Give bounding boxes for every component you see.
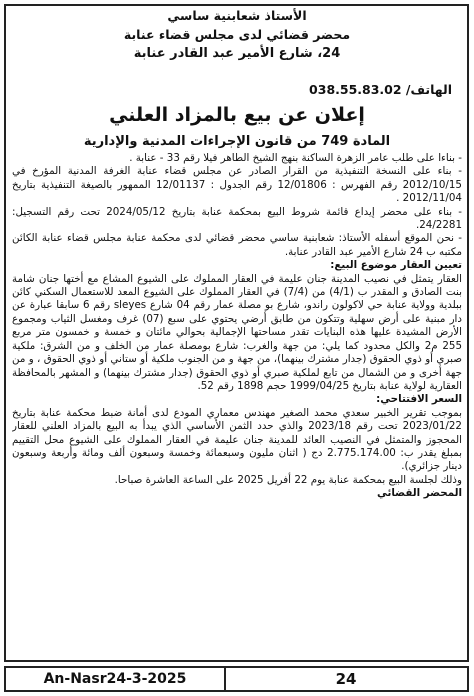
heading-price: السعر الافتتاحي:: [376, 393, 462, 406]
bailiff-header: [10, 6, 464, 63]
bailiff-name: الأستاذ شعابنية ساسي: [167, 8, 307, 23]
paragraph-judgment: - بناء على النسخة التنفيذية من القرار الصادر عن مجلس قضاء عنابة الغرفة المدنية المؤرخ في 2012/10/15 رقم الفهرس : 12/01806 رقم الجدول : 12/01137 الممهور بالصيغة التنفيذية بتاريخ 2012/11/04 .: [12, 165, 462, 205]
page-number: 24: [335, 670, 357, 688]
signature-line: المحضر القضائي: [377, 487, 462, 500]
newspaper-date: An-Nasr24-3-2025: [6, 668, 226, 690]
paragraph-conditions: - بناء على محضر إيداع قائمة شروط البيع بمحكمة عنابة بتاريخ 2024/05/12 تحت رقم التسجيل: 24/2281.: [12, 205, 462, 232]
notice-title: إعلان عن بيع بالمزاد العلني: [109, 104, 365, 126]
page-footer: [4, 666, 469, 692]
notice-body: [12, 152, 462, 657]
paragraph-price: بموجب تقرير الخبير سعدي محمد الصغير مهندس معماري المودع لدى أمانة ضبط محكمة عنابة بتاريخ 2023/01/22 تحت رقم 2023/18 والذي حدد الثمن الأساسي الذي يبدأ به البيع بالمزاد العلني للعقار المحجوز والمتمثل في النصيب العائد للمدينة جنان عليمة في العقار المملوك على الشيوع محل التقييم بمبلغ يقدر ب: 2.775.174.00 دج ( اثنان مليون وسبعمائة وخمسة وسبعون ألف ومائة وأربعة وسبعون دينار جزائري).: [12, 406, 462, 473]
heading-property: تعيين العقار موضوع البيع:: [330, 259, 462, 272]
paragraph-request: - بناءا على طلب عامر الزهرة الساكنة بنهج الشيخ الطاهر فيلا رقم 33 - عنابة .: [129, 152, 462, 164]
bailiff-address: 24، شارع الأمير عبد القادر عنابة: [133, 46, 341, 61]
bailiff-phone: الهاتف/ 038.55.83.02: [309, 82, 452, 97]
paragraph-signatory: - نحن الموقع أسفله الأستاذ: شعابنية ساسي محضر قضائي لدى محكمة عنابة مجلس قضاء عنابة الكائن مكتبه ب 24 شارع الأمير عبد القادر عنابة.: [12, 232, 462, 258]
bailiff-role: محضر قضائي لدى مجلس قضاء عنابة: [123, 27, 351, 42]
paragraph-property: العقار يتمثل في نصيب المدينة جنان عليمة في العقار المملوك على الشيوع المشاع مع أختها جنان شامة بنت الصادق و المقدر ب (4/1) من (7/4) في العقار المملوك على الشيوع المعد للاستعمال السكني كائن ببلدية وولاية عنابة حي لاكولون راندو، شارع بو مصلة عمار رقم 04 شارع sleyes رقم 6 سابقا عبارة عن دار مبنية على أرض سهلية وتتكون من طابق أرضي يحتوي على سبع (07) غرف ومغسل الثياب ومجموع الأرض المشيدة عليها هذه البنايات تقدر مساحتها الإجمالية بحوالي مائتان و خمسة و خمسون متر مربع 255 م2 والكل محدود كما يلي: من جهة والغرب: شارع بومصلة عمار من الخلف و من الشرق: ملكية صبري أو ذوي الحقوق (جدار مشترك بينهما)، من جهة و من الجنوب ملكية أو ستاني أو ذوي الحقوق ، و من جهة أخرى و من الشمال من تابع لملكية صبري أو ذوي الحقوق (جدار مشترك بينهما) و المشهر بالمحافظة العقارية لولاية عنابة بتاريخ 1999/04/25 حجم 1898 رقم 52.: [12, 272, 462, 392]
paragraph-session: وذلك لجلسة البيع بمحكمة عنابة يوم 22 أفريل 2025 على الساعة العاشرة صباحا.: [114, 473, 462, 486]
legal-article: المادة 749 من قانون الإجراءات المدنية والإدارية: [83, 134, 391, 149]
